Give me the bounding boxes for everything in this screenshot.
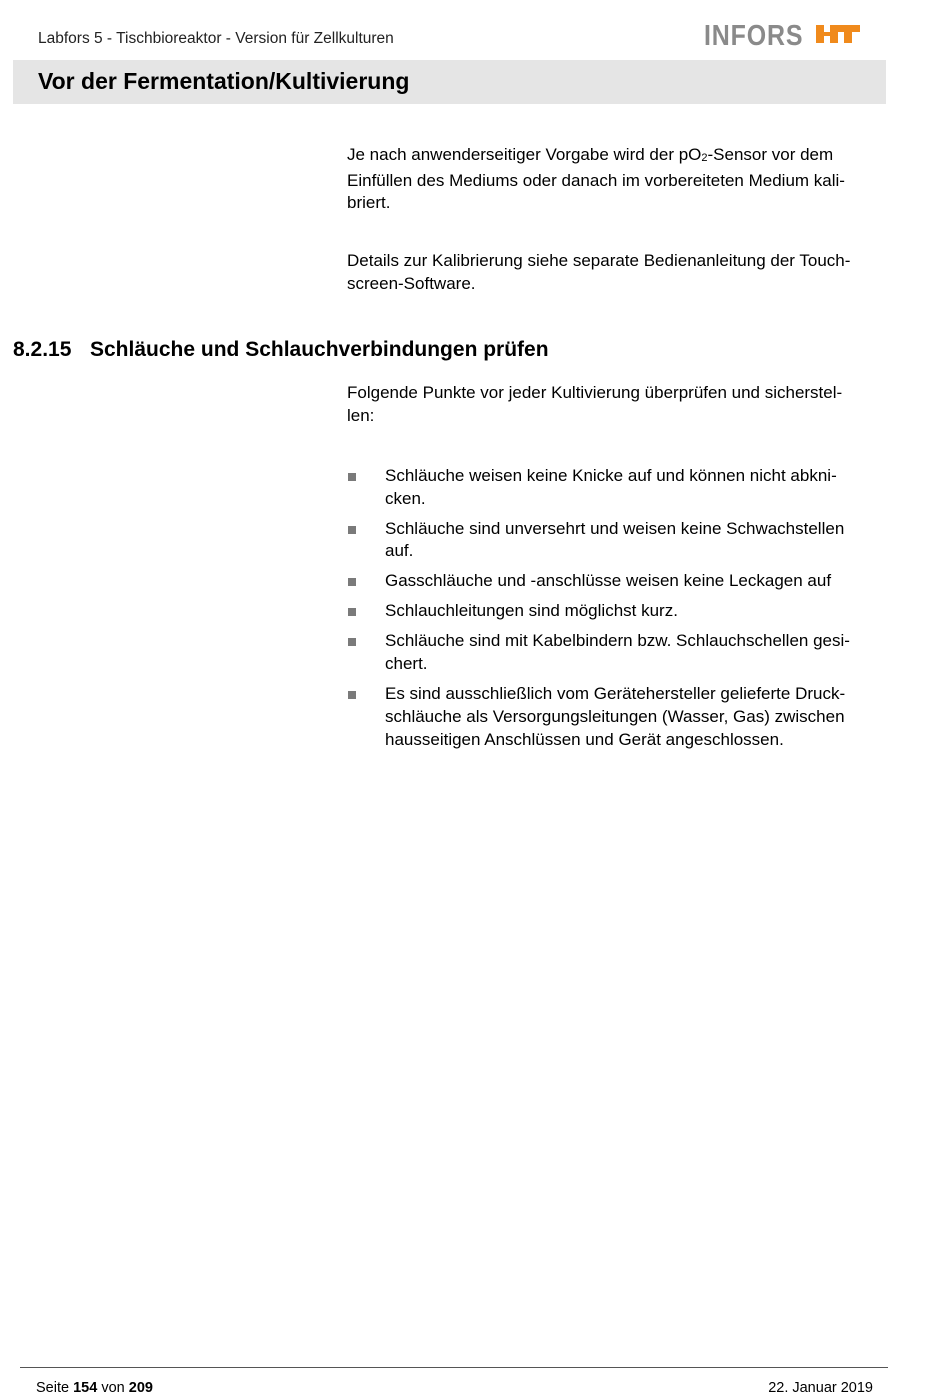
subsection-title: Schläuche und Schlauchverbindungen prüfen <box>90 338 549 361</box>
bullet-square-icon <box>348 638 356 646</box>
checklist <box>347 465 892 759</box>
paragraph-calibration-details <box>347 250 892 295</box>
footer-divider <box>20 1367 888 1368</box>
bullet-square-icon <box>348 473 356 481</box>
page-number: Seite 154 von 209 <box>36 1380 153 1396</box>
logo-text: INFORS <box>704 20 804 52</box>
paragraph-line: Details zur Kalibrierung siehe separate Bedienanleitung der Touch- <box>347 251 851 270</box>
paragraph-line: screen-Software. <box>347 273 476 293</box>
list-item: Schläuche sind mit Kabelbindern bzw. Schlauchschellen gesi- chert. <box>347 630 892 675</box>
list-item: Gasschläuche und -anschlüsse weisen keine Leckagen auf <box>347 570 892 593</box>
bullet-square-icon <box>348 608 356 616</box>
paragraph-po2-calibration <box>347 144 892 215</box>
subsection-heading <box>13 338 549 362</box>
bullet-square-icon <box>348 691 356 699</box>
subsection-number: 8.2.15 <box>13 338 72 361</box>
section-title-bar <box>13 60 886 104</box>
bullet-square-icon <box>348 578 356 586</box>
logo-mark-icon <box>814 22 862 51</box>
paragraph-line: Einfüllen des Mediums oder danach im vorbereiteten Medium kali- <box>347 170 845 190</box>
list-item: Schläuche weisen keine Knicke auf und können nicht abkni- cken. <box>347 465 892 510</box>
list-item: Schlauchleitungen sind möglichst kurz. <box>347 600 892 623</box>
paragraph-line: Je nach anwenderseitiger Vorgabe wird der $pO_2$-Sensor vor dem <box>347 145 834 164</box>
footer-date: 22. Januar 2019 <box>768 1380 873 1396</box>
company-logo <box>704 20 862 53</box>
paragraph-line: briert. <box>347 193 391 213</box>
paragraph-line: len: <box>347 405 375 425</box>
document-title: Labfors 5 - Tischbioreaktor - Version für Zellkulturen <box>38 30 394 47</box>
section-title: Vor der Fermentation/Kultivierung <box>38 68 410 94</box>
list-item: Es sind ausschließlich vom Gerätehersteller gelieferte Druck- schläuche als Versorgungsleitungen (Wasser, Gas) zwischen hausseitigen Anschlüssen und Gerät angeschlossen. <box>347 683 892 751</box>
paragraph-line: Folgende Punkte vor jeder Kultivierung überprüfen und sicherstel- <box>347 383 843 402</box>
subsection-intro <box>347 382 892 427</box>
bullet-square-icon <box>348 526 356 534</box>
list-item: Schläuche sind unversehrt und weisen keine Schwachstellen auf. <box>347 518 892 563</box>
